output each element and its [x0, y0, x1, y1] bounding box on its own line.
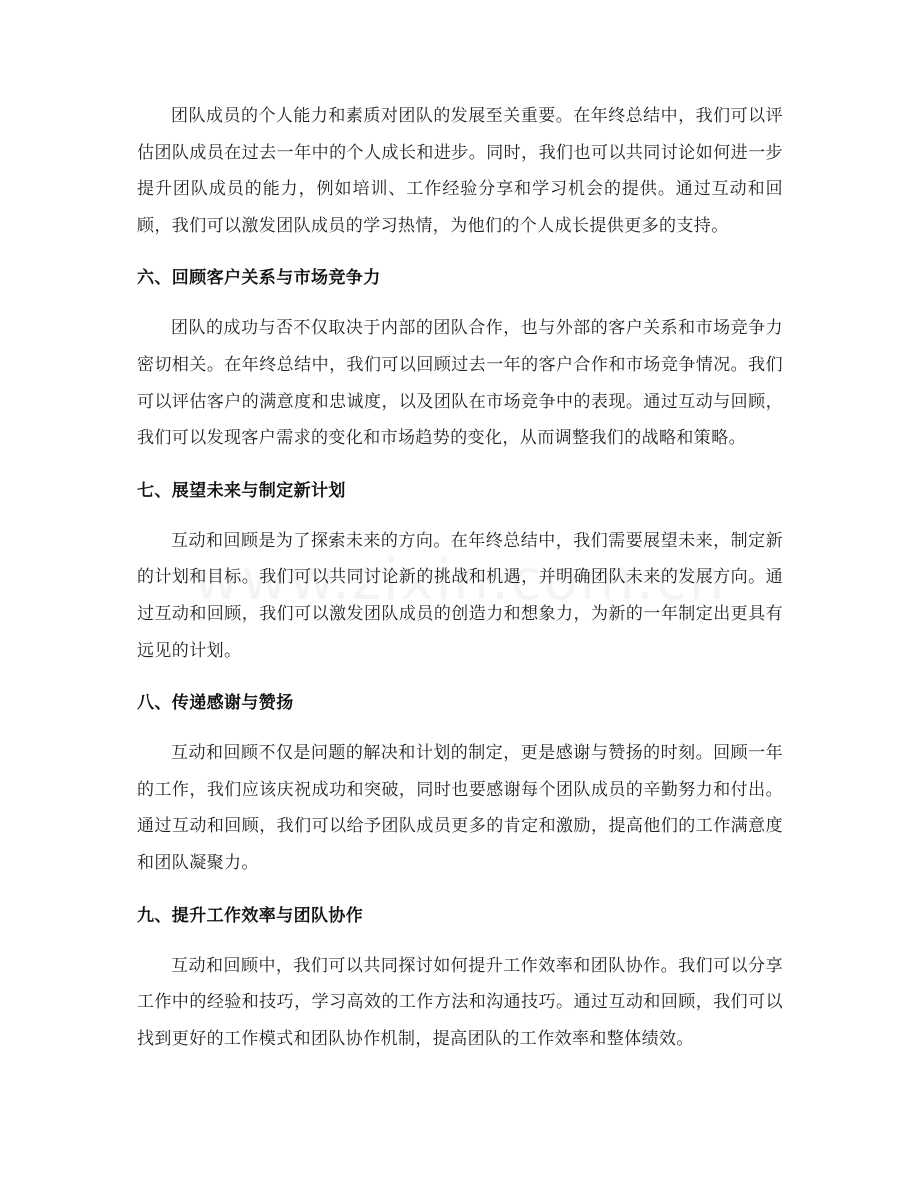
paragraph-section-9: 互动和回顾中，我们可以共同探讨如何提升工作效率和团队协作。我们可以分享工作中的经验和技巧，学习高效的工作方法和沟通技巧。通过互动和回顾，我们可以找到更好的工作模式和团队协作机制，提高团队的工作效率和整体绩效。 [137, 955, 783, 1049]
document-page [137, 98, 783, 1057]
section-heading-7: 七、展望未来与制定新计划 [137, 480, 346, 501]
section-heading-8: 八、传递感谢与赞扬 [137, 693, 294, 714]
section-heading-9: 九、提升工作效率与团队协作 [137, 905, 364, 926]
section-heading-6: 六、回顾客户关系与市场竞争力 [137, 268, 381, 289]
paragraph-section-7: 互动和回顾是为了探索未来的方向。在年终总结中，我们需要展望未来，制定新的计划和目标。我们可以共同讨论新的挑战和机遇，并明确团队未来的发展方向。通过互动和回顾，我们可以激发团队成员的创造力和想象力，为新的一年制定出更具有远见的计划。 [137, 530, 783, 661]
paragraph-intro: 团队成员的个人能力和素质对团队的发展至关重要。在年终总结中，我们可以评估团队成员在过去一年中的个人成长和进步。同时，我们也可以共同讨论如何进一步提升团队成员的能力，例如培训、工作经验分享和学习机会的提供。通过互动和回顾，我们可以激发团队成员的学习热情，为他们的个人成长提供更多的支持。 [137, 106, 783, 236]
paragraph-section-8: 互动和回顾不仅是问题的解决和计划的制定，更是感谢与赞扬的时刻。回顾一年的工作，我们应该庆祝成功和突破，同时也要感谢每个团队成员的辛勤努力和付出。通过互动和回顾，我们可以给予团队成员更多的肯定和激励，提高他们的工作满意度和团队凝聚力。 [137, 743, 783, 873]
paragraph-section-6: 团队的成功与否不仅取决于内部的团队合作，也与外部的客户关系和市场竞争力密切相关。在年终总结中，我们可以回顾过去一年的客户合作和市场竞争情况。我们可以评估客户的满意度和忠诚度，以及团队在市场竞争中的表现。通过互动与回顾，我们可以发现客户需求的变化和市场趋势的变化，从而调整我们的战略和策略。 [137, 318, 783, 449]
